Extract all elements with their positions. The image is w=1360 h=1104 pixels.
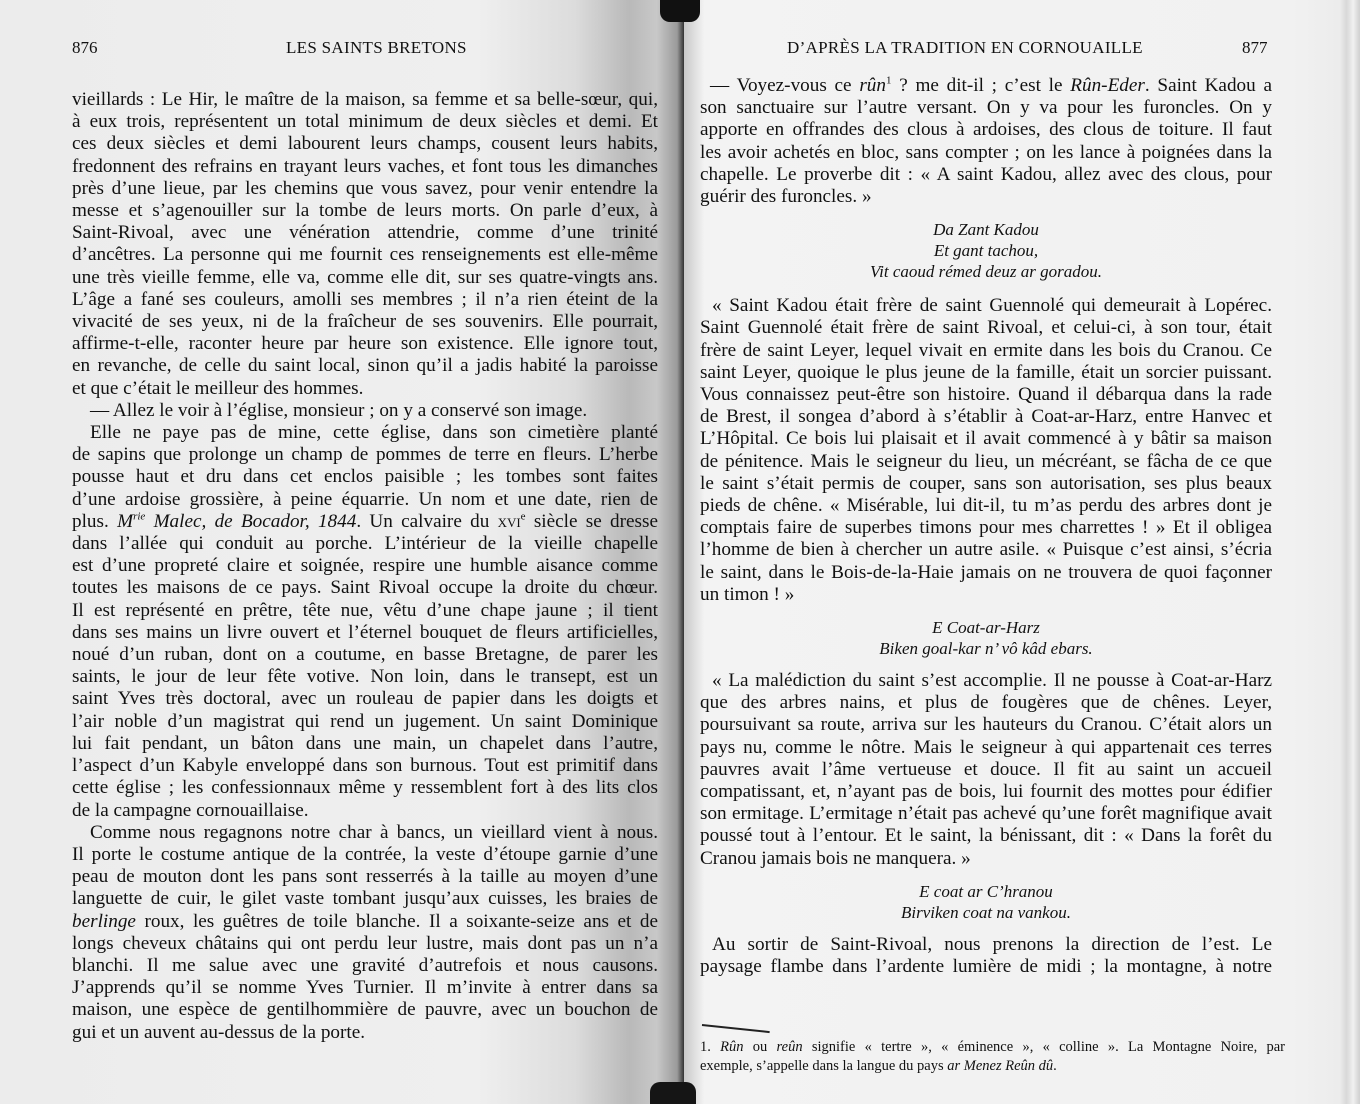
text-line: lui fait pendant, un bâton dans une main, un chapelet dans l’autre, [72, 732, 658, 754]
text-line: — Allez le voir à l’église, monsieur ; on y a conservé son image. [90, 399, 588, 421]
text-line: près d’une lieue, par les chemins que vous savez, pour venir entendre la [72, 177, 658, 199]
text-line: d’une ardoise grossière, à peine équarrie. Un nom et une date, rien de [72, 488, 658, 510]
verse-line: E Coat-ar-Harz [932, 618, 1040, 638]
text-line: l’aspect d’un Kabyle enveloppé dans son burnous. Tout est primitif dans [72, 755, 658, 777]
verse-stanza [700, 219, 1272, 282]
text-line: Cranou jamais bois ne manquera. » [700, 847, 971, 869]
text-line: et que c’était le meilleur des hommes. [72, 377, 364, 399]
text-line: Comme nous regagnons notre char à bancs, un vieillard vient à nous. [90, 821, 658, 843]
left-page-body [72, 89, 658, 1044]
page-number-left: 876 [72, 38, 98, 57]
text-line: les avoir achetés en bloc, sans compter ; on les lance à poignées dans la [700, 141, 1272, 163]
text-line: affirme-t-elle, raconter heure par heure son existence. Elle ignore tout, [72, 333, 658, 355]
text-line: gui et un auvent au-dessus de la porte. [72, 1021, 366, 1043]
text-line: Saint Guennolé était frère de saint Rivoal, et celui-ci, à son tour, était [700, 317, 1272, 339]
verse-line: Et gant tachou, [933, 241, 1039, 261]
text-line: toutes les maisons de ce pays. Saint Rivoal occupe la droite du chœur. [72, 577, 658, 599]
paragraph [700, 934, 1272, 978]
text-line: J’apprends qu’il se nomme Yves Turnier. Il m’invite à entrer dans sa [72, 977, 658, 999]
text-line: L’Hôpital. Ce bois lui plaisait et il avait commencé à y bâtir sa maison [700, 428, 1272, 450]
verse-line: Birviken coat na vankou. [901, 902, 1071, 922]
text-line: Vous connaissez peut-être son histoire. Quand il débarqua dans la rade [700, 384, 1272, 406]
text-line: de sapins que prolonge un champ de pommes de terre en fleurs. L’herbe [72, 444, 658, 466]
text-line: une très vieille femme, elle va, comme elle dit, sur ses quatre-vingts ans. [72, 266, 658, 288]
text-line: l’homme de bien à chercher un autre asile. « Puisque c’est ainsi, s’écria [700, 539, 1272, 561]
text-line: plus. $M^{rie}$ Malec, de Bocador, 1844. Un calvaire du xvi$^e$ siècle se dresse [72, 510, 658, 532]
text-line: apporte en offrandes des clous à ardoises, des clous de toiture. Il faut [700, 119, 1272, 141]
text-line: un timon ! » [700, 583, 795, 605]
text-line: poussé tout à l’entour. Et le saint, la bénissant, dit : « Dans la forêt du [700, 825, 1272, 847]
text-line: l’air noble d’un magistrat qui rend un jugement. Un saint Dominique [72, 710, 658, 732]
text-line: languette de cuir, le gilet vaste tombant jusqu’aux cuisses, les braies de [72, 888, 658, 910]
text-line: compatissant, et, n’ayant pas de bois, lui fournit des mottes pour édifier [700, 781, 1272, 803]
text-line: poursuivant sa route, arriva sur les hauteurs du Cranou. C’était alors un [700, 714, 1272, 736]
footnote-line: exemple, s’appelle dans la langue du pays ar Menez Reûn dû. [700, 1058, 1057, 1074]
text-line: Au sortir de Saint-Rivoal, nous prenons la direction de l’est. Le [712, 933, 1272, 955]
text-line: pousse haut et dru dans cet enclos paisible ; les tombes sont faites [72, 466, 658, 488]
text-line: de pénitence. Mais le seigneur du lieu, un mécréant, se fâcha de ce que [700, 450, 1272, 472]
text-line: chapelle. Le proverbe dit : « A saint Kadou, allez avec des clous, pour [700, 163, 1272, 185]
text-line: son ermitage. L’ermitage n’était pas achevé qu’une forêt magnifique avait [700, 803, 1272, 825]
text-line: pieds de chêne. « Misérable, lui dit-il, tu m’as perdu des arbres dont je [700, 495, 1272, 517]
text-line: blanchi. Il me salue avec une gravité d’autrefois et nous causons. [72, 954, 658, 976]
text-line: « La malédiction du saint s’est accomplie. Il ne pousse à Coat-ar-Harz [712, 670, 1272, 692]
text-line: berlinge roux, les guêtres de toile blanche. Il a soixante-seize ans et de [72, 910, 658, 932]
text-line: — Voyez-vous ce rûn$^1$ ? me dit-il ; c’est le Rûn-Eder. Saint Kadou a [710, 74, 1272, 96]
text-line: de la campagne cornouaillaise. [72, 799, 309, 821]
footnote-ref[interactable]: 1 [885, 74, 892, 87]
text-line: est d’une propreté claire et soignée, respire une humble aisance comme [72, 555, 658, 577]
text-line: pauvres avait l’âme vertueuse et douce. Il fit au saint un accueil [700, 758, 1272, 780]
text-line: paysage flambe dans l’ardente lumière de midi ; la montagne, à notre [700, 956, 1272, 978]
text-line: peau de mouton dont les pans sont resserrés à la taille au moyen d’une [72, 866, 658, 888]
verse-line: Biken goal-kar n’ vô kâd ebars. [879, 639, 1093, 659]
book-gutter-shadow-top [660, 0, 700, 22]
text-line: Saint-Rivoal, avec une vénération attendrie, comme d’une trinité [72, 222, 658, 244]
text-line: en revanche, de celle du saint local, sinon qu’il a jadis habité la paroisse [72, 355, 658, 377]
text-line: de Brest, il songea d’abord à s’établir à Coat-ar-Harz, entre Hanvec et [700, 406, 1272, 428]
text-line: que des arbres nains, et plus de fougères que de chênes. Leyer, [700, 692, 1272, 714]
text-line: longs cheveux châtains qui ont perdu leur lustre, mais dont pas un n’a [72, 932, 658, 954]
book-gutter-shadow-bottom [650, 1082, 696, 1104]
text-line: comptais faire de superbes timons pour mes charrettes ! » Et il obligea [700, 517, 1272, 539]
text-line: noué d’un ruban, dont on a coutume, en basse Bretagne, de parer les [72, 644, 658, 666]
text-line: son sanctuaire sur l’autre versant. On y va pour les furoncles. On y [700, 97, 1272, 119]
verse-stanza [700, 881, 1272, 923]
text-line: maison, une espèce de gentilhommière de pauvre, avec un bouchon de [72, 999, 658, 1021]
text-line: à eux trois, représentent un total minimum de deux siècles et demi. Et [72, 111, 658, 133]
text-line: saint Yves très doctoral, avec un rouleau de papier dans les doigts et [72, 688, 658, 710]
text-line: L’âge a fané ses couleurs, amolli ses membres ; il n’a rien éteint de la [72, 288, 658, 310]
verse-line: E coat ar C’hranou [919, 881, 1053, 901]
text-line: messe et s’agenouiller sur la tombe de leurs morts. On parle d’eux, à [72, 200, 658, 222]
running-head-left: LES SAINTS BRETONS [286, 38, 467, 57]
text-line: le saint, dans le Bois-de-la-Haie jamais on ne trouvera de quoi façonner [700, 561, 1272, 583]
text-line: Il est représenté en prêtre, tête nue, vêtu d’une chape jaune ; il tient [72, 599, 658, 621]
verse-line: Da Zant Kadou [933, 220, 1039, 240]
text-line: d’ancêtres. La personne qui me fournit ces renseignements est elle-même [72, 244, 658, 266]
running-head-right: D’APRÈS LA TRADITION EN CORNOUAILLE [787, 38, 1143, 57]
text-line: pays nu, comme le nôtre. Mais le seigneur à qui appartenait ces terres [700, 736, 1272, 758]
italic-inscription: $M^{rie}$ Malec, de Bocador, 1844 [117, 510, 357, 532]
text-line: frère de saint Leyer, lequel vivait en ermite dans les bois du Cranou. Ce [700, 339, 1272, 361]
text-line: fredonnent des refrains en trayant leurs vaches, et font tous les dimanches [72, 155, 658, 177]
footnote-line: 1. Rûn ou reûn signifie « tertre », « éminence », « colline ». La Montagne Noire, par [700, 1039, 1285, 1055]
paragraph [700, 295, 1272, 606]
paragraph [700, 75, 1272, 208]
right-page [684, 0, 1360, 1104]
text-line: vivacité de ses yeux, ni de la fraîcheur de ses souvenirs. Elle pourrait, [72, 311, 658, 333]
verse-stanza [700, 617, 1272, 659]
footnote [700, 1038, 1285, 1076]
text-line: saints, le jour de leur fête votive. Non loin, dans le transept, est un [72, 666, 658, 688]
text-line: cette église ; les confessionnaux même y ressemblent fort à des lits clos [72, 777, 658, 799]
text-line: dans l’allée qui conduit au porche. L’intérieur de la vieille chapelle [72, 533, 658, 555]
text-line: saint Leyer, quoique le plus jeune de la famille, était un sorcier puissant. [700, 361, 1272, 383]
text-line: dans ses mains un livre ouvert et l’éternel bouquet de fleurs artificielles, [72, 621, 658, 643]
text-line: ces deux siècles et demi labourent leurs champs, cousent leurs habits, [72, 133, 658, 155]
page-number-right: 877 [1242, 38, 1268, 57]
verse-line: Vit caoud rémed deuz ar goradou. [870, 262, 1102, 282]
text-line: Elle ne paye pas de mine, cette église, dans son cimetière planté [90, 422, 658, 444]
right-page-body [700, 75, 1272, 978]
text-line: Il porte le costume antique de la contrée, la veste d’étoupe garnie d’une [72, 843, 658, 865]
text-line: « Saint Kadou était frère de saint Guennolé qui demeurait à Lopérec. [712, 295, 1272, 317]
text-line: guérir des furoncles. » [700, 186, 872, 208]
text-line: vieillards : Le Hir, le maître de la maison, sa femme et sa belle-sœur, qui, [72, 89, 658, 110]
paragraph [700, 670, 1272, 870]
text-line: le saint s’était permis de couper, sans son autorisation, ses plus beaux [700, 472, 1272, 494]
